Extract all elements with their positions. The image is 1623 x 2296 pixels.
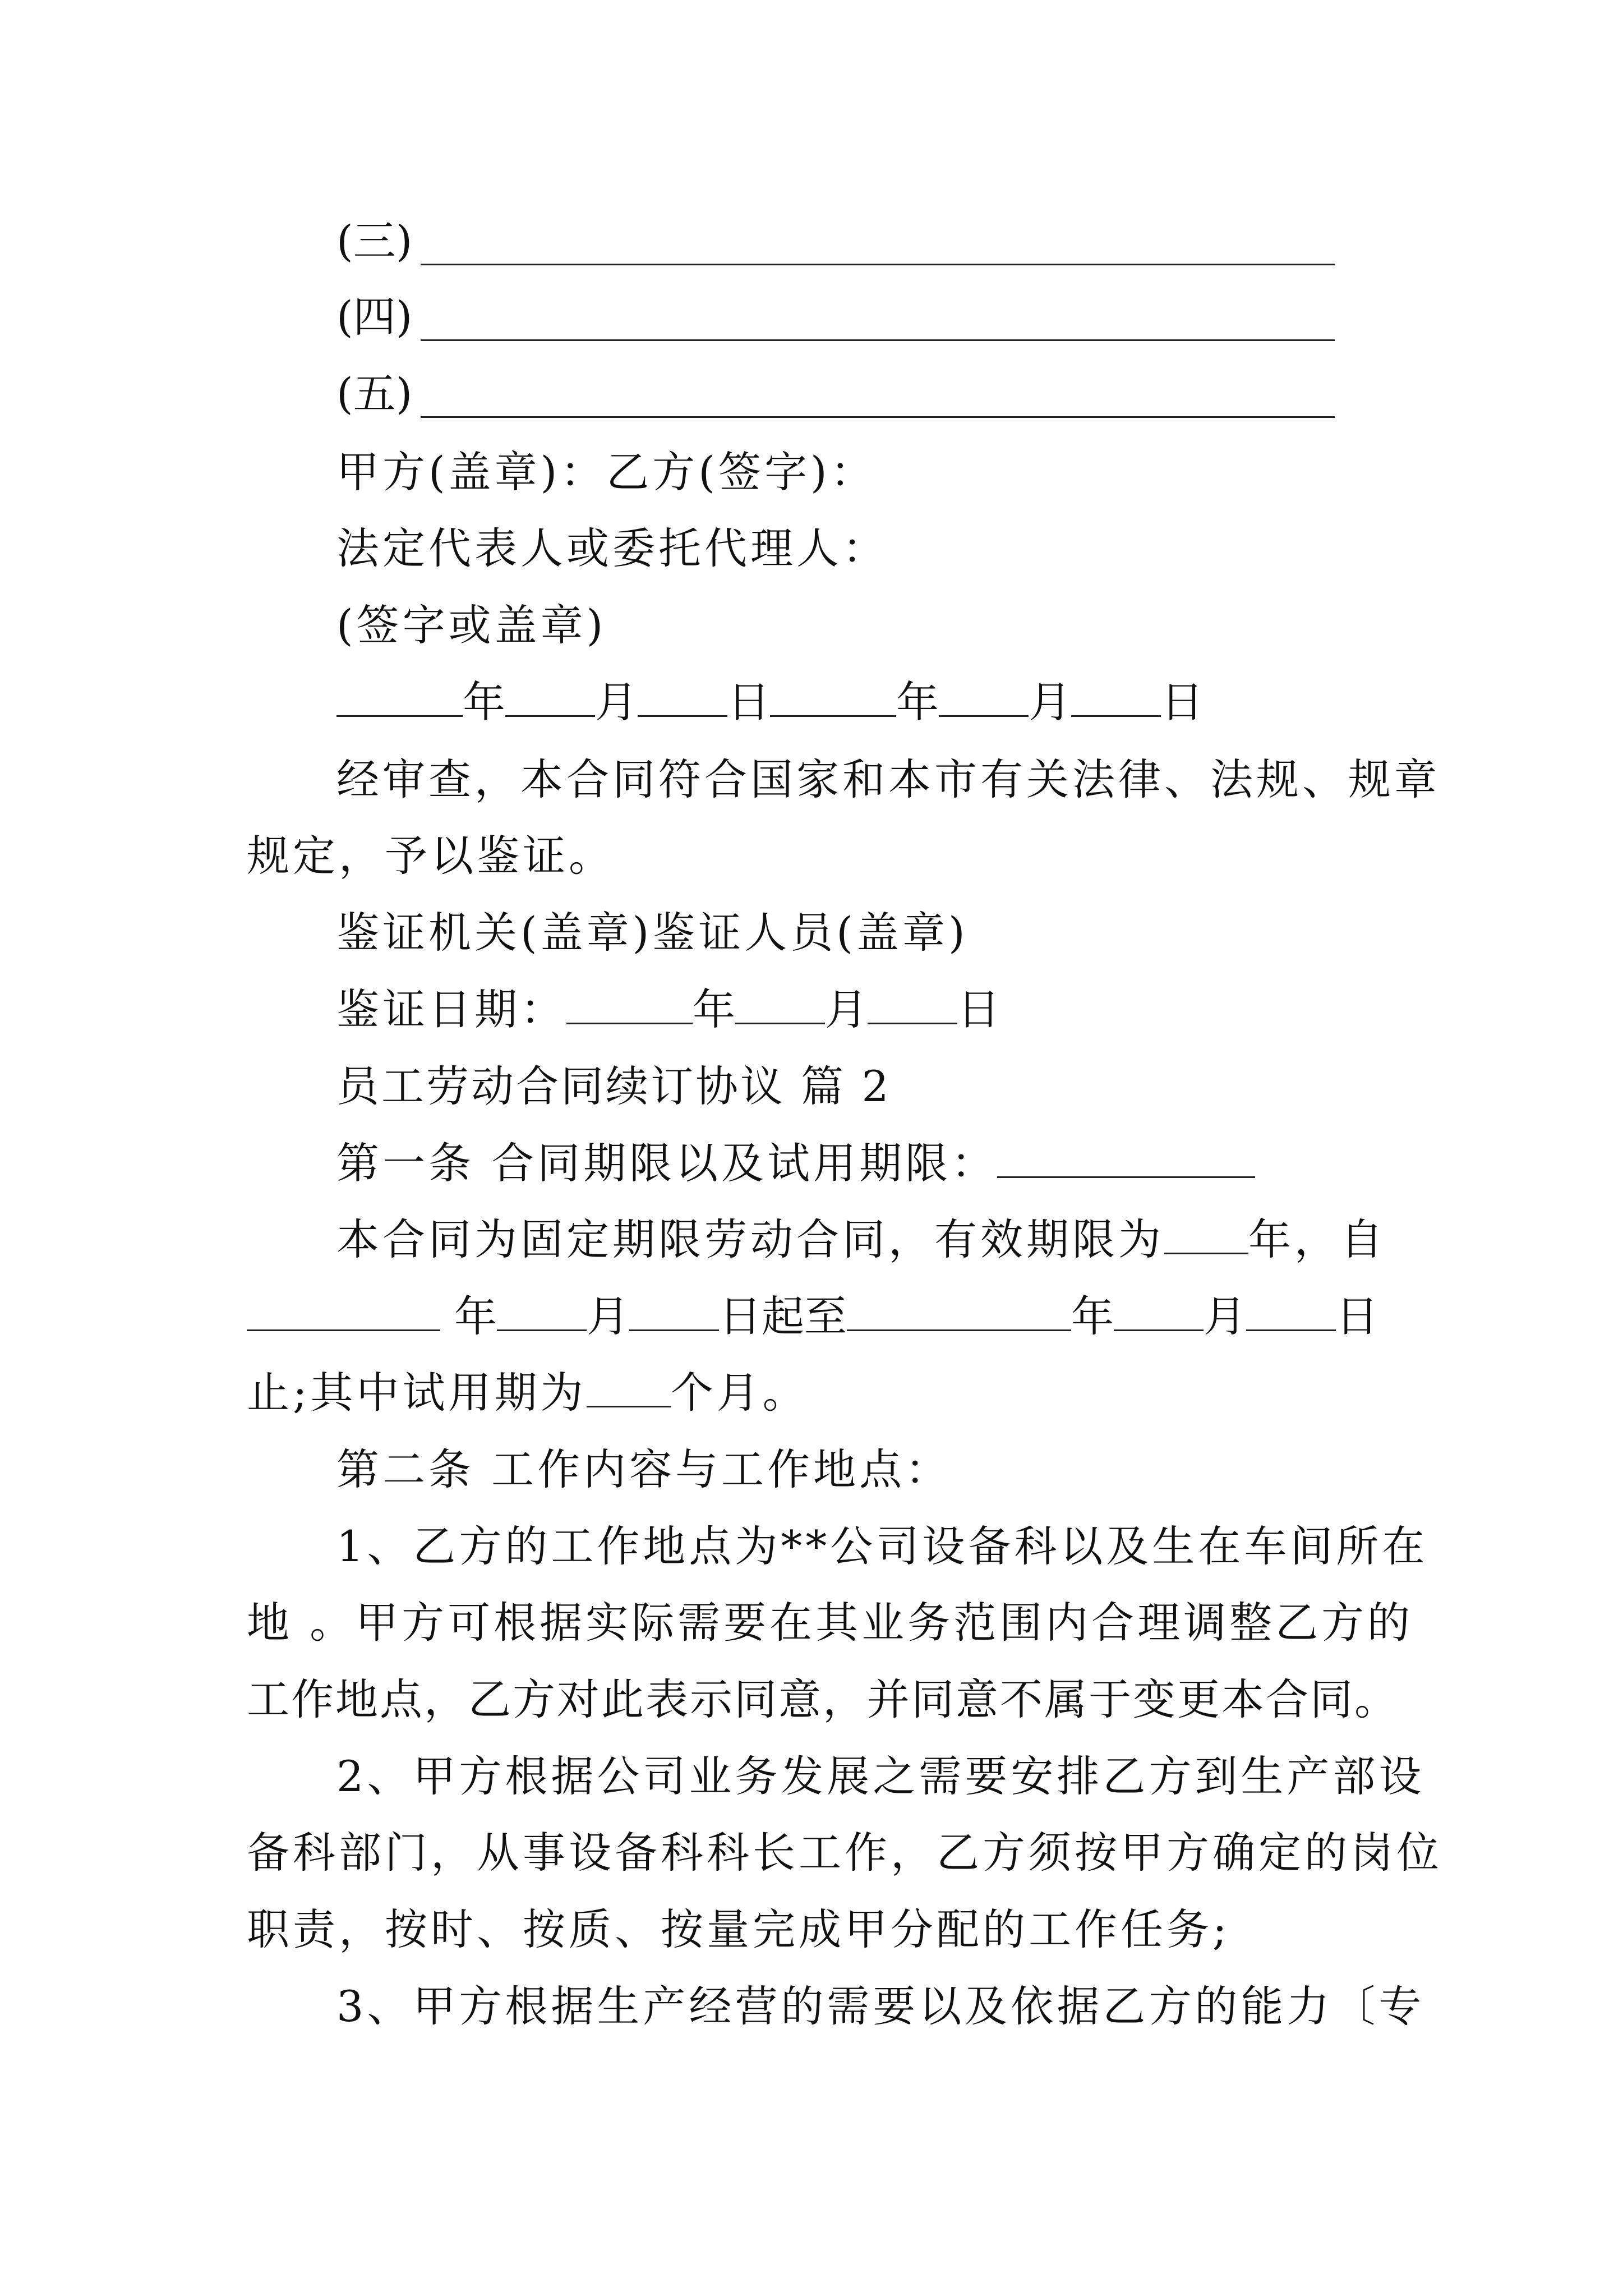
year-blank-2	[770, 676, 896, 717]
item-4-label: (四)	[336, 292, 413, 342]
representative-line: 法定代表人或委托代理人：	[336, 523, 888, 573]
item-5-label: (五)	[336, 369, 413, 418]
end-day-blank	[1246, 1290, 1336, 1331]
start-month-blank	[497, 1290, 587, 1331]
verification-month-blank	[735, 983, 825, 1024]
year-label-2: 年	[896, 677, 939, 727]
article-2-p2-line-2: 备科部门，从事设备科科长工作，乙方须按甲方确定的岗位	[247, 1828, 1442, 1878]
item-4-row	[336, 289, 412, 345]
start-month-label: 月	[587, 1291, 629, 1341]
contract-type-text: 本合同为固定期限劳动合同，有效期限为	[336, 1214, 1164, 1264]
signature-date-row	[336, 674, 1204, 730]
verification-authority-line: 鉴证机关(盖章)鉴证人员(盖章)	[336, 908, 969, 958]
article-2-p2-line-3: 职责，按时、按质、按量完成甲分配的工作任务;	[247, 1904, 1230, 1954]
day-label-1: 日	[727, 677, 770, 727]
item-3-row	[336, 213, 412, 269]
probation-suffix: 个月。	[670, 1368, 809, 1418]
month-label-1: 月	[595, 677, 638, 727]
article-1-para-line-3	[247, 1365, 809, 1421]
day-blank-1	[638, 676, 727, 717]
probation-months-blank	[587, 1366, 671, 1407]
year-label-1: 年	[463, 677, 505, 727]
validity-years-suffix: 年，自	[1248, 1214, 1386, 1264]
start-day-label: 日起至	[719, 1291, 847, 1341]
article-1-title: 第一条 合同期限以及试用期限：	[336, 1138, 998, 1188]
verification-year-blank	[566, 983, 693, 1024]
section-2-title: 员工劳动合同续订协议 篇 2	[336, 1061, 891, 1111]
item-3-blank-line	[421, 264, 1335, 265]
article-1-para-line-1	[336, 1212, 1386, 1268]
item-5-blank-line	[421, 416, 1335, 418]
day-label-2: 日	[1161, 677, 1204, 727]
day-blank-2	[1071, 676, 1161, 717]
end-month-blank	[1114, 1290, 1204, 1331]
item-3-label: (三)	[336, 216, 413, 266]
verification-month-label: 月	[825, 984, 868, 1034]
article-2-p2-line-1: 2、甲方根据公司业务发展之需要安排乙方到生产部设	[336, 1751, 1425, 1801]
sign-or-seal-note: (签字或盖章)	[336, 600, 607, 650]
end-day-label: 日	[1336, 1291, 1378, 1341]
item-4-blank-line	[421, 339, 1335, 341]
party-signature-line: 甲方(盖章)：乙方(签字)：	[336, 447, 877, 497]
month-blank-1	[505, 676, 595, 717]
verification-year-label: 年	[693, 984, 735, 1034]
year-blank-1	[336, 676, 463, 717]
verification-text-2: 规定，予以鉴证。	[247, 831, 615, 881]
article-2-p1-line-3: 工作地点，乙方对此表示同意，并同意不属于变更本合同。	[247, 1674, 1399, 1724]
verification-date-label: 鉴证日期：	[336, 984, 566, 1034]
article-2-title: 第二条 工作内容与工作地点：	[336, 1444, 952, 1494]
month-label-2: 月	[1029, 677, 1071, 727]
item-5-row	[336, 366, 412, 422]
probation-text: 止;其中试用期为	[247, 1368, 587, 1418]
end-year-blank	[847, 1290, 1071, 1331]
end-month-label: 月	[1204, 1291, 1246, 1341]
verification-day-blank	[868, 983, 957, 1024]
article-1-para-line-2	[247, 1289, 1378, 1345]
validity-years-blank	[1164, 1213, 1248, 1254]
start-day-blank	[629, 1290, 719, 1331]
start-year-label: 年	[454, 1291, 497, 1341]
article-2-p3-line-1: 3、甲方根据生产经营的需要以及依据乙方的能力〔专	[336, 1981, 1425, 2031]
article-1-title-row	[336, 1135, 1255, 1191]
article-2-p1-line-1: 1、乙方的工作地点为**公司设备科以及生在车间所在	[336, 1521, 1428, 1571]
term-blank	[997, 1137, 1255, 1178]
verification-text-1: 经审查，本合同符合国家和本市有关法律、法规、规章	[336, 754, 1440, 804]
verification-date-row	[336, 982, 1000, 1038]
start-year-blank	[247, 1290, 440, 1331]
verification-day-label: 日	[957, 984, 1000, 1034]
article-2-p1-line-2: 地 。甲方可根据实际需要在其业务范围内合理调整乙方的	[247, 1598, 1414, 1648]
end-year-label: 年	[1071, 1291, 1114, 1341]
month-blank-2	[939, 676, 1029, 717]
